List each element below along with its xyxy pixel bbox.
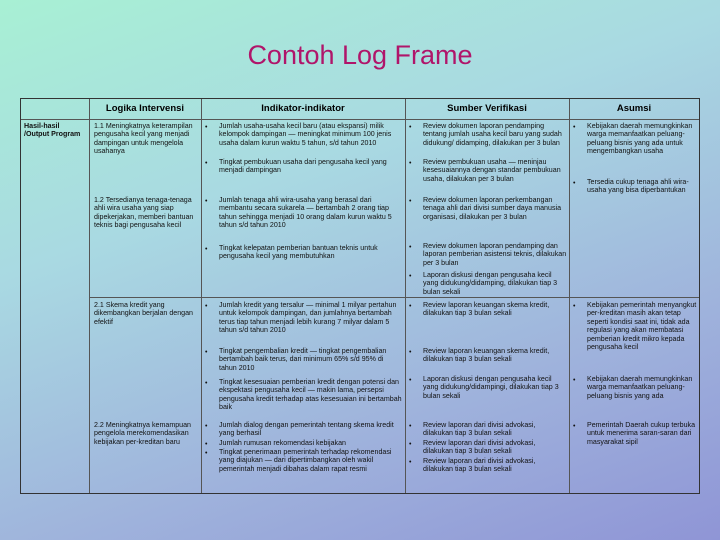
indicator-c1: Jumlah kredit yang tersalur — minimal 1 milyar pertahun untuk kelompok dampingan, dan jumlahnya bertambah terus tiap tahun menjadi lebih kurang 7 milyar dalam 5 tahun s/d tahun 2010 [219,301,397,335]
header-divider [21,119,699,120]
bullet: • [409,377,412,384]
row-label-output: Hasil-hasil /Output Program [24,122,81,139]
bullet: • [205,303,208,310]
source-b3: Laporan diskusi dengan pengusaha kecil yang didukung/didamping, dilakukan tiap 3 bulan sekali [423,271,558,296]
assumption-c1: Kebijakan pemerintah menyangkut per-kreditan masih akan tetap seperti kondisi saat ini, tidak ada regulasi yang akan membatasi pemberian kredit mikro kepada pengusaha kecil [587,301,697,352]
header-logika-intervensi: Logika Intervensi [105,103,185,114]
bullet: • [409,198,412,205]
bullet: • [573,377,576,384]
assumption-a2: Tersedia cukup tenaga ahli wira-usaha yang bisa diperbantukan [587,178,689,195]
source-d3: Review laporan dari divisi advokasi, dilakukan tiap 3 bulan sekali [423,457,536,474]
header-indikator: Indikator-indikator [261,103,345,114]
source-c1: Review laporan keuangan skema kredit, dilakukan tiap 3 bulan sekali [423,301,550,318]
bullet: • [409,244,412,251]
indicator-b2: Tingkat kelepatan pemberian bantuan teknis untuk pengusaha kecil yang membutuhkan [219,244,378,261]
indicator-d2: Jumlah rumusan rekomendasi kebijakan [219,439,346,447]
row-divider [89,297,699,298]
bullet: • [205,423,208,430]
output-1-1: 1.1 Meningkatnya keterampilan pengusaha kecil yang menjadi dampingan untuk mengelola usahanya [94,122,193,156]
column-divider [569,99,570,493]
bullet: • [205,349,208,356]
bullet: • [409,349,412,356]
slide-title: Contoh Log Frame [247,40,473,70]
logframe-table [20,98,700,494]
bullet: • [205,441,208,448]
source-a1: Review dokumen laporan pendamping tentang jumlah usaha kecil baru yang sudah didukung/ didamping, dilakukan per 3 bulan [423,122,562,147]
bullet: • [205,380,208,387]
source-b1: Review dokumen laporan perkembangan tenaga ahli dari divisi sumber daya manusia organisasi, dilakukan per 3 bulan [423,196,562,221]
indicator-a2: Tingkat pembukuan usaha dari pengusaha kecil yang menjadi dampingan [219,158,387,175]
indicator-a1: Jumlah usaha-usaha kecil baru (atau ekspansi) milik kelompok dampingan — meningkat minimum 100 jenis usaha dalam kurun waktu 5 tahun, s/d tahun 2010 [219,122,392,147]
indicator-c2: Tingkat pengembalian kredit — tingkat pengembalian bertambah baik terus, dari minimum 65% s/d 95% di tahun 2010 [219,347,387,372]
bullet: • [409,303,412,310]
source-a2: Review pembukuan usaha — meninjau kesesuaiannya dengan standar pembukuan usaha, dilakukan per 3 bulan [423,158,561,183]
bullet: • [409,441,412,448]
column-divider [405,99,406,493]
column-divider [201,99,202,493]
indicator-d3: Tingkat penerimaan pemerintah terhadap rekomendasi yang diajukan — dari dipertimbangkan oleh wakil pemerintah menjadi dibahas dalam rapat resmi [219,448,392,473]
bullet: • [409,160,412,167]
bullet: • [205,124,208,131]
indicator-b1: Jumlah tenaga ahli wira-usaha yang berasal dari membantu secara sukarela — bertambah 2 orang tiap tahun sehingga menjadi 10 orang dalam kurun waktu 5 tahun s/d tahun 2010 [219,196,392,230]
output-2-1: 2.1 Skema kredit yang dikembangkan berjalan dengan efektif [94,301,193,326]
bullet: • [409,273,412,280]
bullet: • [573,180,576,187]
output-2-2: 2.2 Meningkatnya kemampuan pengelola merekomendasikan kebijakan per-kreditan baru [94,421,192,446]
assumption-c2: Kebijakan daerah memungkinkan warga memanfaatkan peluang-peluang bisnis yang ada [587,375,693,400]
indicator-d1: Jumlah dialog dengan pemerintah tentang skema kredit yang berhasil [219,421,394,438]
header-sumber-verifikasi: Sumber Verifikasi [447,103,527,114]
bullet: • [409,423,412,430]
bullet: • [205,198,208,205]
source-c2: Review laporan keuangan skema kredit, dilakukan tiap 3 bulan sekali [423,347,550,364]
source-d2: Review laporan dari divisi advokasi, dilakukan tiap 3 bulan sekali [423,439,536,456]
bullet: • [205,160,208,167]
source-d1: Review laporan dari divisi advokasi, dilakukan tiap 3 bulan sekali [423,421,536,438]
bullet: • [409,124,412,131]
indicator-c3: Tingkat kesesuaian pemberian kredit dengan potensi dan ekspektasi pengusaha kecil — makin lama, persepsi pengusaha kredit terhadap atas kesesuaian ini bertambah baik [219,378,402,412]
bullet: • [205,246,208,253]
bullet: • [573,423,576,430]
source-c3: Laporan diskusi dengan pengusaha kecil yang didukung/didampingi, dilakukan tiap 3 bulan sekali [423,375,559,400]
bullet: • [573,303,576,310]
header-asumsi: Asumsi [616,103,652,114]
assumption-d1: Pemerintah Daerah cukup terbuka untuk menerima saran-saran dari masyarakat sipil [587,421,696,446]
column-divider [89,99,90,493]
output-1-2: 1.2 Tersedianya tenaga-tenaga ahli wira usaha yang siap dipekerjakan, memberi bantuan teknis bagi pengusaha kecil [94,196,194,230]
assumption-a1: Kebijakan daerah memungkinkan warga memanfaatkan peluang-peluang bisnis yang ada untuk mengembangkan usaha [587,122,693,156]
bullet: • [409,459,412,466]
source-b2: Review dokumen laporan pendamping dan laporan pemberian asistensi teknis, dilakukan per 3 bulan [423,242,567,267]
bullet: • [573,124,576,131]
bullet: • [205,450,208,457]
